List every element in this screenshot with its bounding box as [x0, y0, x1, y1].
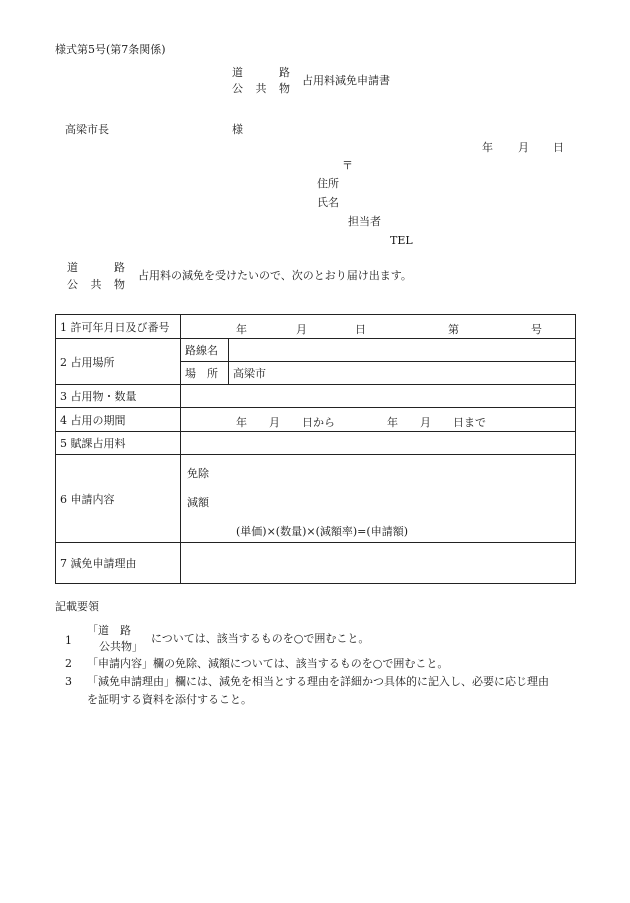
- reduction-formula: (単価)×(数量)×(減額率)=(申請額): [236, 525, 408, 538]
- title-road: 道 路: [232, 66, 290, 79]
- name-label: 氏名: [317, 196, 339, 209]
- table-row: [56, 455, 576, 543]
- place-label: 場 所: [181, 362, 229, 385]
- date-month: 月: [518, 141, 529, 154]
- reduction-option[interactable]: 減額: [187, 496, 209, 509]
- tel-label: TEL: [390, 234, 413, 247]
- notes-heading: 記載要領: [55, 600, 99, 613]
- exemption-option[interactable]: 免除: [187, 467, 209, 480]
- assessed-fee-cell[interactable]: [181, 432, 576, 455]
- title-public: 公共物: [232, 82, 290, 95]
- place-cell[interactable]: 高梁市: [229, 362, 576, 385]
- note-item-2: [65, 655, 448, 673]
- row1-dai: 第: [448, 323, 459, 336]
- contact-label: 担当者: [348, 215, 381, 228]
- reduction-reason-cell[interactable]: [181, 543, 576, 584]
- period-to: 年 月 日まで: [387, 416, 486, 429]
- date-day: 日: [553, 141, 564, 154]
- note-1-text: については、該当するものを○で囲むこと。: [151, 632, 370, 645]
- application-table: [55, 314, 576, 584]
- row7-label: 7 減免申請理由: [56, 543, 181, 584]
- table-row: [56, 339, 576, 362]
- row1-label: 1 許可年月日及び番号: [56, 315, 181, 339]
- row1-year: 年: [236, 323, 247, 336]
- permit-date-number-cell[interactable]: [181, 315, 576, 339]
- addressee-honorific: 様: [232, 123, 243, 136]
- row1-day: 日: [355, 323, 366, 336]
- occupied-items-cell[interactable]: [181, 385, 576, 408]
- postal-mark: 〒: [342, 159, 353, 172]
- note-1-public: 公共物」: [99, 640, 143, 653]
- note-2-text: 「申請内容」欄の免除、減額については、該当するものを○で囲むこと。: [87, 657, 449, 670]
- row2-label: 2 占用場所: [56, 339, 181, 385]
- occupancy-period-cell[interactable]: [181, 408, 576, 432]
- row6-label: 6 申請内容: [56, 455, 181, 543]
- address-label: 住所: [317, 177, 339, 190]
- table-row: [56, 432, 576, 455]
- intro-public: 公共物: [67, 278, 125, 291]
- route-name-cell[interactable]: [229, 339, 576, 362]
- application-content-cell[interactable]: [181, 455, 576, 543]
- route-name-label: 路線名: [181, 339, 229, 362]
- addressee-mayor: 高梁市長: [65, 123, 109, 136]
- table-row: [56, 315, 576, 339]
- period-from: 年 月 日から: [236, 416, 335, 429]
- table-row: [56, 408, 576, 432]
- row5-label: 5 賦課占用料: [56, 432, 181, 455]
- note-3-text-line1: 「減免申請理由」欄には、減免を相当とする理由を詳細かつ具体的に記入し、必要に応じ理由: [87, 675, 549, 688]
- table-row: [56, 543, 576, 584]
- note-3-number: 3: [65, 675, 72, 688]
- table-row: [56, 385, 576, 408]
- intro-text: 占用料の減免を受けたいので、次のとおり届け出ます。: [138, 269, 412, 282]
- row1-gou: 号: [531, 323, 542, 336]
- row3-label: 3 占用物・数量: [56, 385, 181, 408]
- note-1-number: 1: [65, 634, 72, 647]
- document-title: 占用料減免申請書: [302, 74, 390, 87]
- row1-month: 月: [296, 323, 307, 336]
- row4-label: 4 占用の期間: [56, 408, 181, 432]
- note-2-number: 2: [65, 657, 72, 670]
- note-1-road: 「道 路: [87, 624, 131, 637]
- note-3-text-line2: を証明する資料を添付すること。: [87, 693, 252, 706]
- form-number: 様式第5号(第7条関係): [55, 43, 166, 56]
- note-item-3: [65, 673, 549, 691]
- date-year: 年: [482, 141, 493, 154]
- intro-road: 道 路: [67, 261, 125, 274]
